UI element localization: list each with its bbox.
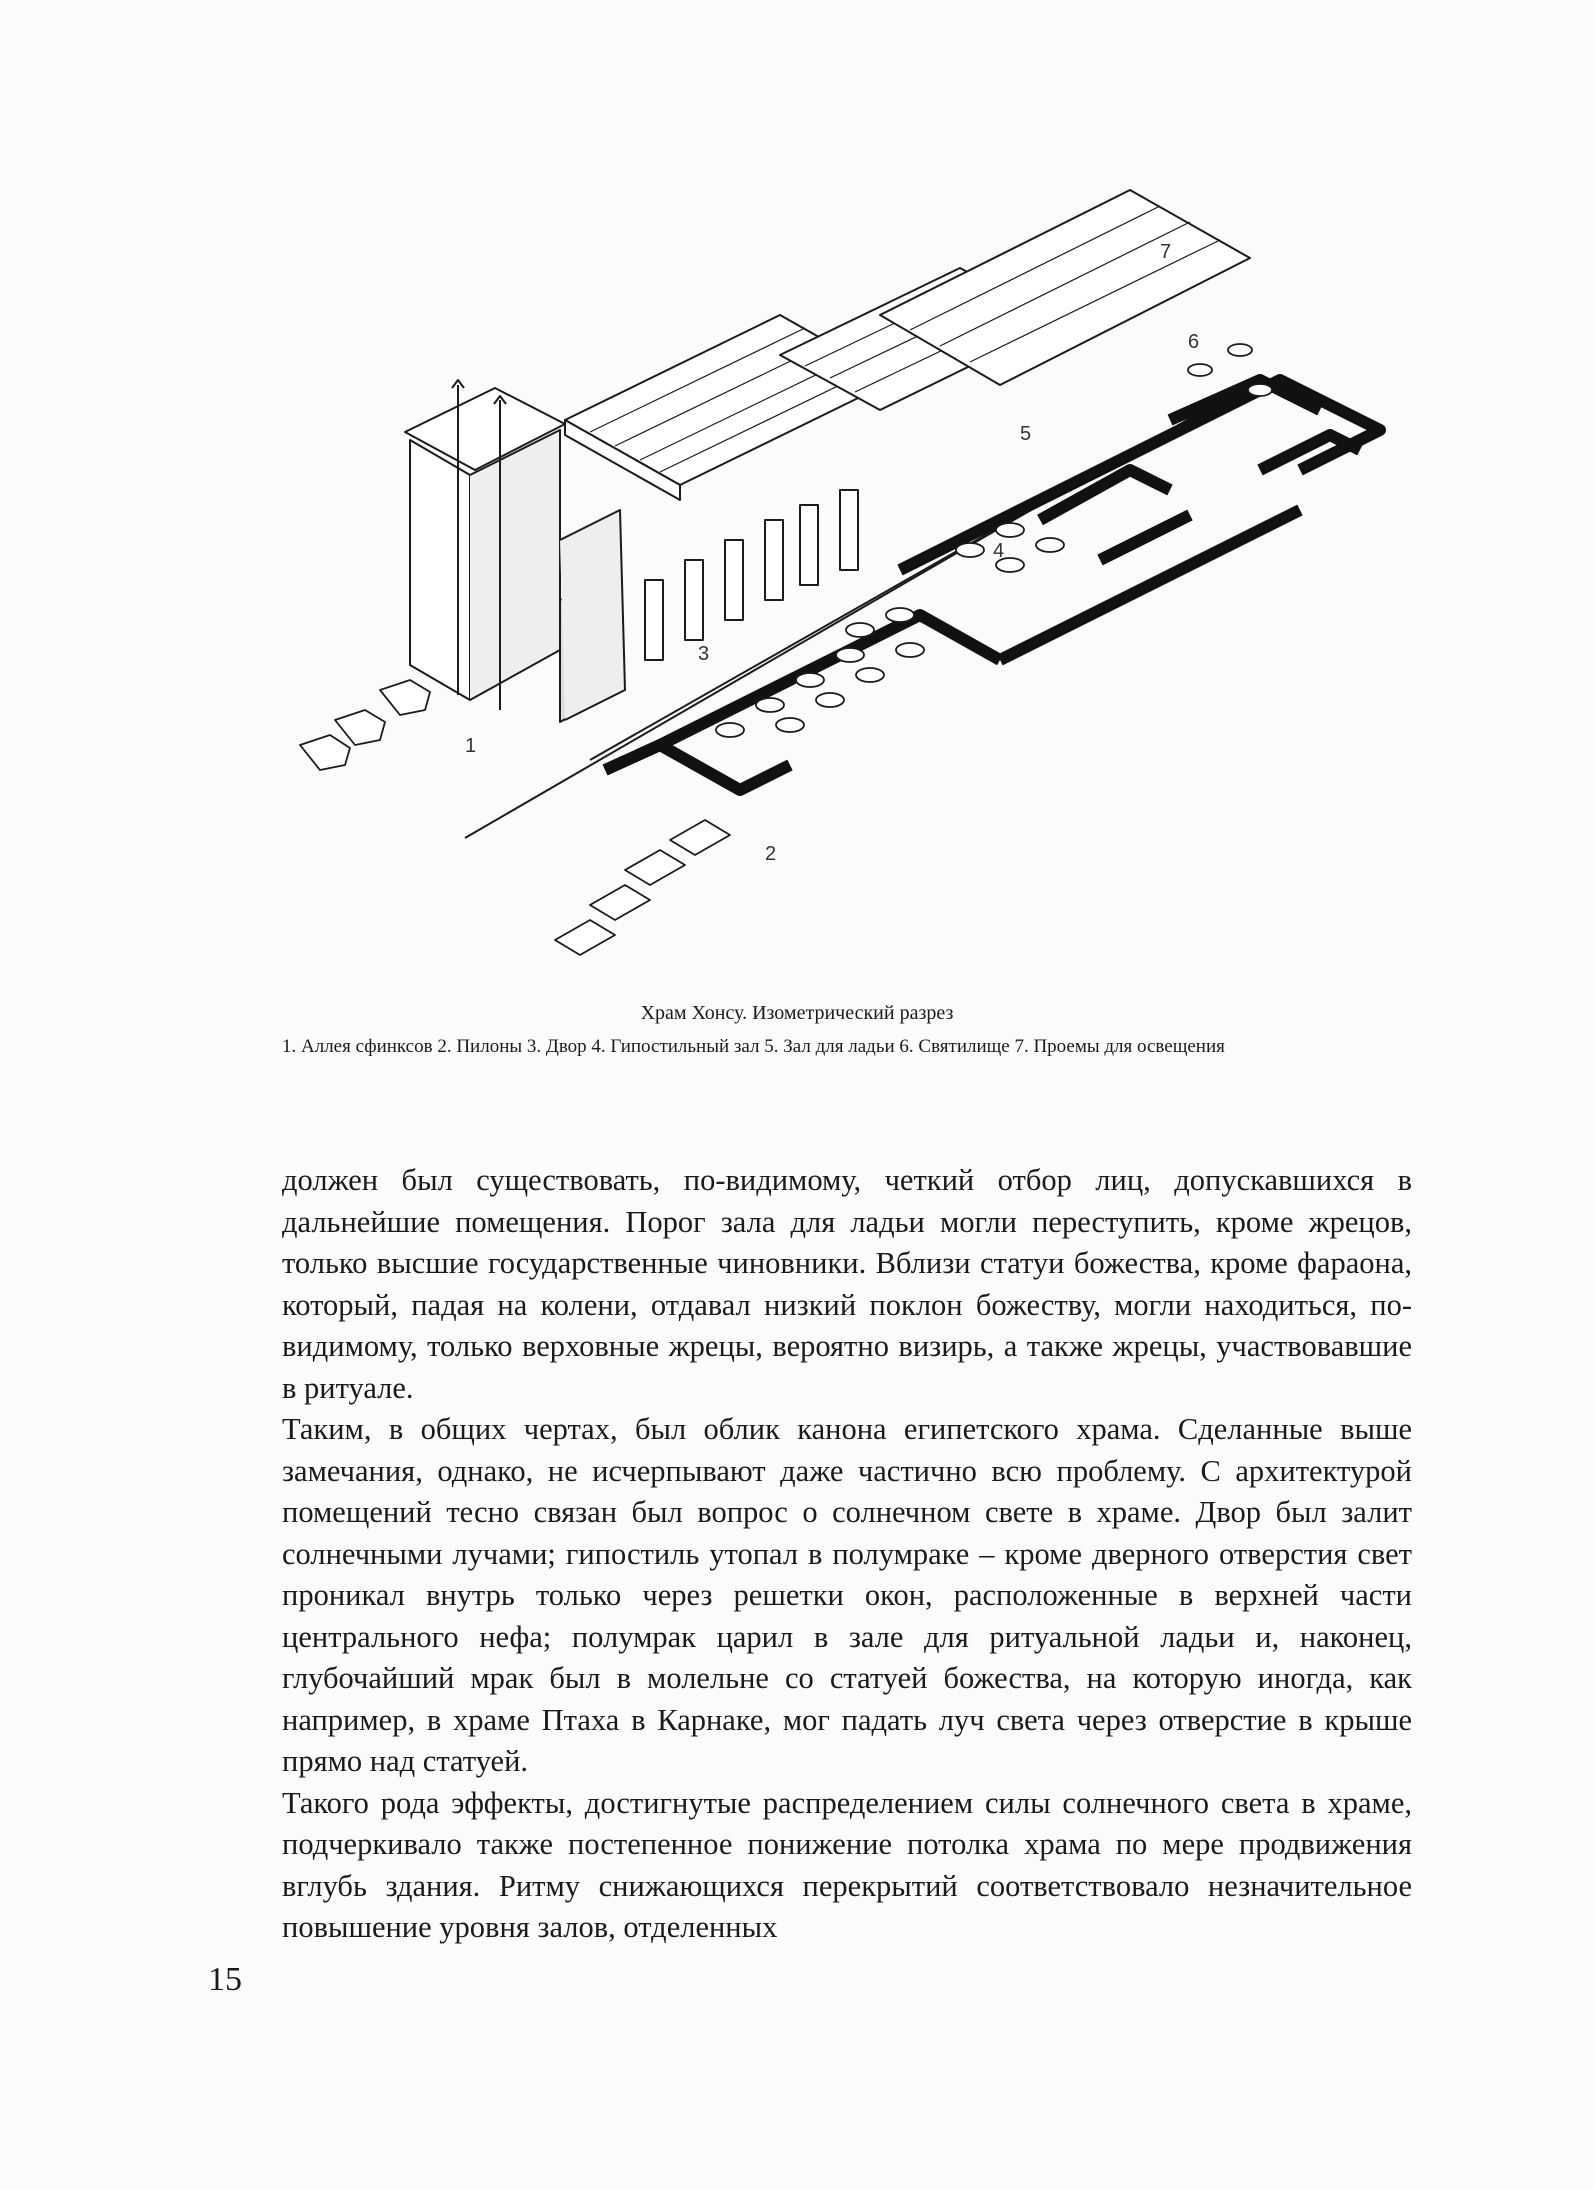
temple-drawing [0,0,1594,980]
paragraph: Такого рода эффекты, достигнутые распределением силы солнечного света в храме, подчеркивало также постепенное понижение потолка храма по мере продвижения вглубь здания. Ритму снижающихся перекрытий соответствовало незначительное повышение уровня залов, отделенных [282,1785,1412,1944]
figure-caption-legend: 1. Аллея сфинксов 2. Пилоны 3. Двор 4. Гипостильный зал 5. Зал для ладьи 6. Святилище 7. Проемы для освещения [282,1036,1225,1057]
figure-label-1: 1 [465,735,477,757]
page-number: 15 [208,1961,242,1998]
figure-label-4: 4 [993,540,1005,562]
figure-caption-title: Храм Хонсу. Изометрический разрез [640,1002,954,1024]
temple-isometric-figure [0,0,1594,980]
figure-label-6: 6 [1188,331,1200,353]
body-text [282,1160,1412,1949]
paragraph: должен был существовать, по-видимому, четкий отбор лиц, допускавшихся в дальнейшие помещения. Порог зала для ладьи могли переступить, кроме жрецов, только высшие государственные чиновники. Вблизи статуи божества, кроме фараона, который, падая на колени, отдавал низкий поклон божеству, могли находиться, по-видимому, только верховные жрецы, вероятно визирь, а также жрецы, участвовавшие в ритуале. [282,1163,1412,1405]
figure-label-2: 2 [765,843,777,865]
figure-label-3: 3 [698,643,710,665]
figure-label-5: 5 [1020,423,1032,445]
paragraph: Таким, в общих чертах, был облик канона египетского храма. Сделанные выше замечания, однако, не исчерпывают даже частично всю проблему. С архитектурой помещений тесно связан был вопрос о солнечном свете в храме. Двор был залит солнечными лучами; гипостиль утопал в полумраке – кроме дверного отверстия свет проникал внутрь только через решетки окон, расположенные в верхней части центрального нефа; полумрак царил в зале для ритуальной ладьи и, наконец, глубочайший мрак был в молельне со статуей божества, на которую иногда, как например, в храме Птаха в Карнаке, мог падать луч света через отверстие в крыше прямо над статуей. [282,1412,1412,1778]
figure-label-7: 7 [1160,241,1172,263]
